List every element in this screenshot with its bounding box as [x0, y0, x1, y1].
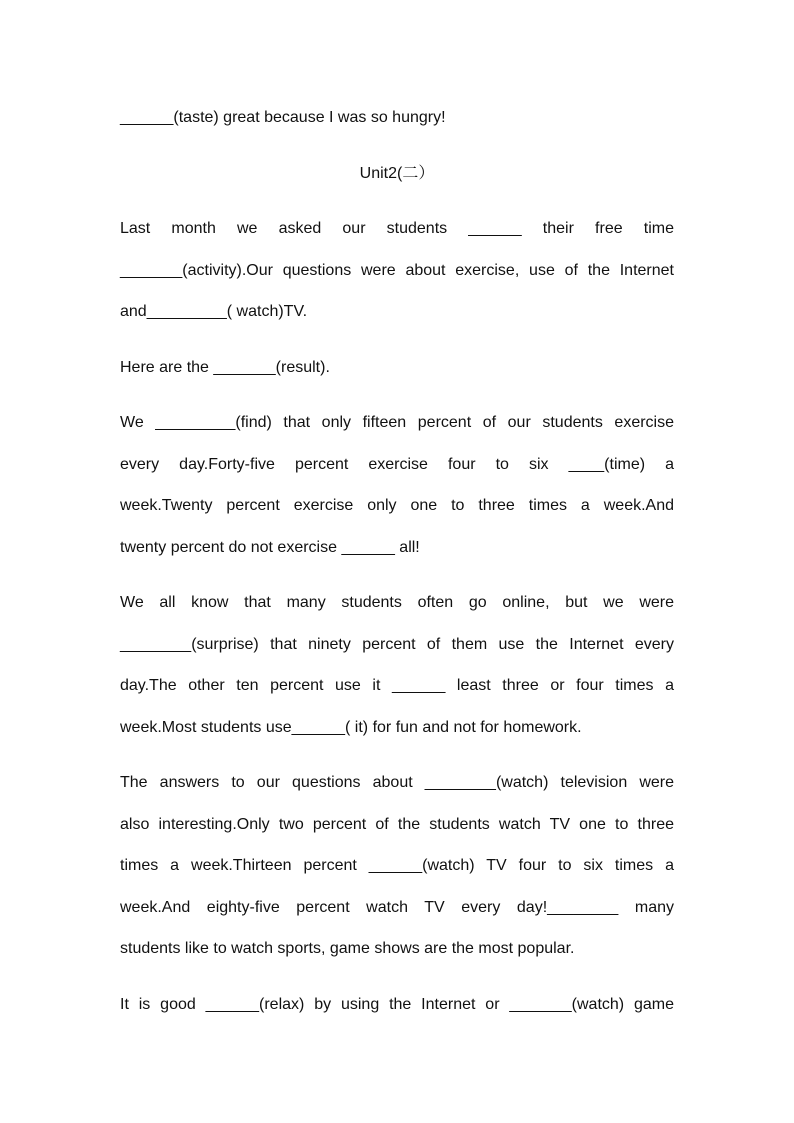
paragraph-line: students like to watch sports, game shows are the most popular. [120, 940, 575, 957]
paragraph-line: day.The other ten percent use it ______ least three or four times a [120, 677, 674, 694]
spacer [120, 139, 674, 153]
spacer [120, 194, 674, 208]
paragraph-line: times a week.Thirteen percent ______(watch) TV four to six times a [120, 857, 674, 874]
paragraph-line: week.Most students use______( it) for fun and not for homework. [120, 718, 582, 736]
paragraph-6 [120, 984, 674, 1026]
paragraph-line: We all know that many students often go online, but we were [120, 594, 674, 611]
document-body [120, 97, 674, 1025]
paragraph-line: _______(activity).Our questions were about exercise, use of the Internet [120, 261, 674, 279]
paragraph-2 [120, 347, 674, 389]
paragraph-5 [120, 762, 674, 970]
spacer [120, 388, 674, 402]
paragraph-line: We _________(find) that only fifteen percent of our students exercise [120, 414, 674, 431]
paragraph-4 [120, 582, 674, 748]
paragraph-line: Last month we asked our students ______ their free time [120, 220, 674, 237]
paragraph-line: Here are the _______(result). [120, 358, 330, 376]
paragraph-1 [120, 208, 674, 333]
paragraph-line: twenty percent do not exercise ______ all! [120, 538, 420, 556]
unit-title: Unit2(二） [359, 164, 435, 182]
paragraph-line: week.Twenty percent exercise only one to three times a week.And [120, 497, 674, 514]
paragraph-line: and_________( watch)TV. [120, 303, 308, 320]
paragraph-3 [120, 402, 674, 568]
spacer [120, 970, 674, 984]
spacer [120, 568, 674, 582]
paragraph-line: week.And eighty-five percent watch TV every day!________ many [120, 898, 674, 916]
intro-line: ______(taste) great because I was so hungry! [120, 109, 446, 126]
paragraph-line: every day.Forty-five percent exercise four to six ____(time) a [120, 455, 674, 473]
paragraph-line: ________(surprise) that ninety percent of them use the Internet every [120, 635, 674, 653]
paragraph-line: The answers to our questions about ________(watch) television were [120, 774, 674, 791]
paragraph-line: also interesting.Only two percent of the students watch TV one to three [120, 815, 674, 833]
spacer [120, 748, 674, 762]
spacer [120, 333, 674, 347]
paragraph-line: It is good ______(relax) by using the Internet or _______(watch) game [120, 995, 674, 1013]
